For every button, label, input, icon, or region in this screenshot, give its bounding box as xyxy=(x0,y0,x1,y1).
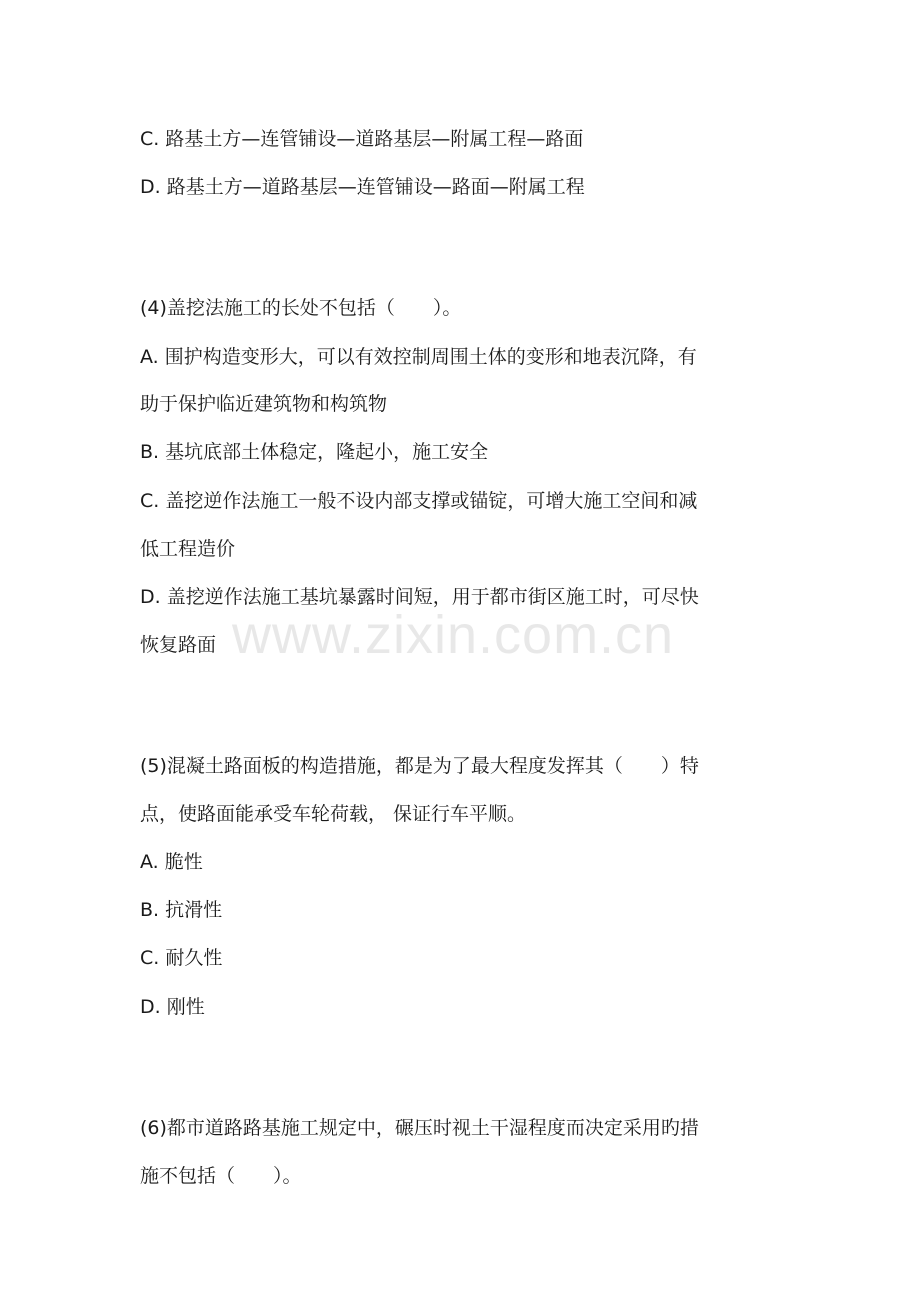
q6-stem-line2: 施不包括（ ）。 xyxy=(140,1165,302,1187)
q5-option-b: B. 抗滑性 xyxy=(140,899,223,921)
q5-option-d: D. 刚性 xyxy=(140,996,205,1018)
q4-stem: (4)盖挖法施工的长处不包括（ ）。 xyxy=(140,297,462,319)
q5-stem-line2: 点，使路面能承受车轮荷载， 保证行车平顺。 xyxy=(140,803,527,825)
q5-stem-line1: (5)混凝土路面板的构造措施，都是为了最大程度发挥其（ ）特 xyxy=(140,755,699,777)
q4-option-d-line2: 恢复路面 xyxy=(140,634,217,656)
q4-option-c-line1: C. 盖挖逆作法施工一般不设内部支撑或锚锭，可增大施工空间和减 xyxy=(140,490,698,512)
q3-option-d: D. 路基土方—道路基层—连管铺设—路面—附属工程 xyxy=(140,176,585,198)
q4-option-c-line2: 低工程造价 xyxy=(140,538,236,560)
q5-option-c: C. 耐久性 xyxy=(140,947,223,969)
q6-stem-line1: (6)都市道路路基施工规定中，碾压时视土干湿程度而决定采用旳措 xyxy=(140,1117,699,1139)
q5-option-a: A. 脆性 xyxy=(140,851,203,873)
q3-option-c: C. 路基土方—连管铺设—道路基层—附属工程—路面 xyxy=(140,128,584,150)
watermark-text: www.zixin.com.cn xyxy=(232,605,675,665)
q4-option-a-line2: 助于保护临近建筑物和构筑物 xyxy=(140,393,388,415)
q4-option-a-line1: A. 围护构造变形大，可以有效控制周围土体的变形和地表沉降，有 xyxy=(140,346,697,368)
q4-option-b: B. 基坑底部土体稳定，隆起小，施工安全 xyxy=(140,441,489,463)
q4-option-d-line1: D. 盖挖逆作法施工基坑暴露时间短，用于都市街区施工时，可尽快 xyxy=(140,586,699,608)
